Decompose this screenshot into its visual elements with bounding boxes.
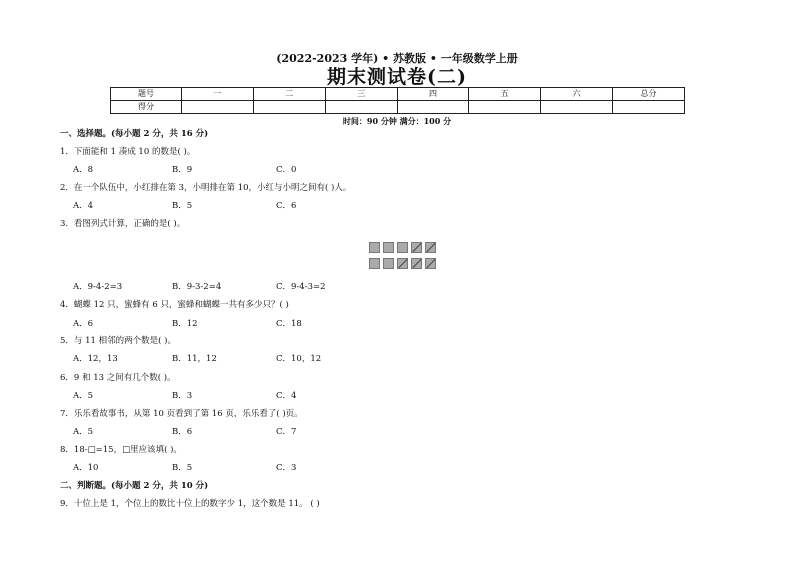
- option-a: A．12，13: [73, 354, 118, 364]
- score-table-cell: 五: [469, 88, 541, 101]
- option-a: A．6: [73, 319, 94, 329]
- score-table-cell: 题号: [111, 88, 182, 101]
- question-text: 6．9 和 13 之间有几个数( )。: [60, 373, 176, 383]
- score-table-cell: 得分: [111, 101, 182, 114]
- counting-squares-figure: [369, 240, 439, 272]
- option-b: B．11，12: [172, 354, 217, 364]
- question-text: 7．乐乐看故事书，从第 10 页看到了第 16 页，乐乐看了( )页。: [60, 409, 303, 419]
- square-icon: [397, 242, 408, 253]
- score-table-score-row: [111, 101, 685, 114]
- score-table: [110, 87, 685, 114]
- option-c: C．6: [276, 201, 297, 211]
- question-text: 3．看图列式计算，正确的是( )。: [60, 219, 186, 229]
- option-b: B．9-3-2=4: [172, 282, 222, 292]
- crossed-square-icon: [425, 258, 436, 269]
- question-text: 8．18-□=15，□里应该填( )。: [60, 445, 182, 455]
- question-text: 2．在一个队伍中，小红排在第 3，小明排在第 10，小红与小明之间有( )人。: [60, 183, 352, 193]
- score-table-cell: 二: [253, 88, 325, 101]
- option-c: C．3: [276, 463, 297, 473]
- crossed-square-icon: [411, 258, 422, 269]
- option-b: B．5: [172, 201, 193, 211]
- question-text: 1．下面能和 1 凑成 10 的数是( )。: [60, 147, 196, 157]
- score-table-cell: 六: [541, 88, 613, 101]
- question-text: 9．十位上是 1，个位上的数比十位上的数字少 1，这个数是 11。 ( ): [60, 499, 320, 509]
- square-icon: [369, 258, 380, 269]
- score-table-blank-cell: [397, 101, 469, 114]
- option-b: B．9: [172, 165, 193, 175]
- section-heading: 二、判断题。(每小题 2 分，共 10 分): [60, 481, 209, 491]
- score-table-cell: 总分: [613, 88, 685, 101]
- option-c: C．18: [276, 319, 302, 329]
- question-text: 5．与 11 相邻的两个数是( )。: [60, 336, 176, 346]
- section-heading: 一、选择题。(每小题 2 分，共 16 分): [60, 129, 209, 139]
- score-table-blank-cell: [469, 101, 541, 114]
- option-c: C．7: [276, 427, 297, 437]
- option-a: A．4: [73, 201, 94, 211]
- crossed-square-icon: [411, 242, 422, 253]
- option-b: B．3: [172, 391, 193, 401]
- score-table-cell: 三: [325, 88, 397, 101]
- option-c: C．10，12: [276, 354, 322, 364]
- option-a: A．5: [73, 427, 94, 437]
- option-a: A．9-4-2=3: [73, 282, 123, 292]
- crossed-square-icon: [425, 242, 436, 253]
- square-icon: [369, 242, 380, 253]
- crossed-square-icon: [397, 258, 408, 269]
- exam-title: 期末测试卷(二): [327, 66, 467, 88]
- score-table-cell: 一: [182, 88, 254, 101]
- score-table-blank-cell: [541, 101, 613, 114]
- time-info: 时间：90 分钟 满分：100 分: [342, 116, 452, 126]
- option-c: C．9-4-3=2: [276, 282, 326, 292]
- option-c: C．4: [276, 391, 297, 401]
- option-a: A．5: [73, 391, 94, 401]
- score-table-blank-cell: [253, 101, 325, 114]
- score-table-cell: 四: [397, 88, 469, 101]
- score-table-blank-cell: [182, 101, 254, 114]
- question-text: 4．蝴蝶 12 只，蜜蜂有 6 只，蜜蜂和蝴蝶一共有多少只？( ): [60, 300, 289, 310]
- option-a: A．8: [73, 165, 94, 175]
- exam-subtitle: (2022-2023 学年) • 苏教版 • 一年级数学上册: [276, 52, 518, 65]
- option-b: B．12: [172, 319, 198, 329]
- square-icon: [383, 242, 394, 253]
- score-table-blank-cell: [325, 101, 397, 114]
- option-a: A．10: [73, 463, 99, 473]
- score-table-header-row: [111, 88, 685, 101]
- score-table-blank-cell: [613, 101, 685, 114]
- option-b: B．6: [172, 427, 193, 437]
- option-c: C．0: [276, 165, 297, 175]
- option-b: B．5: [172, 463, 193, 473]
- square-icon: [383, 258, 394, 269]
